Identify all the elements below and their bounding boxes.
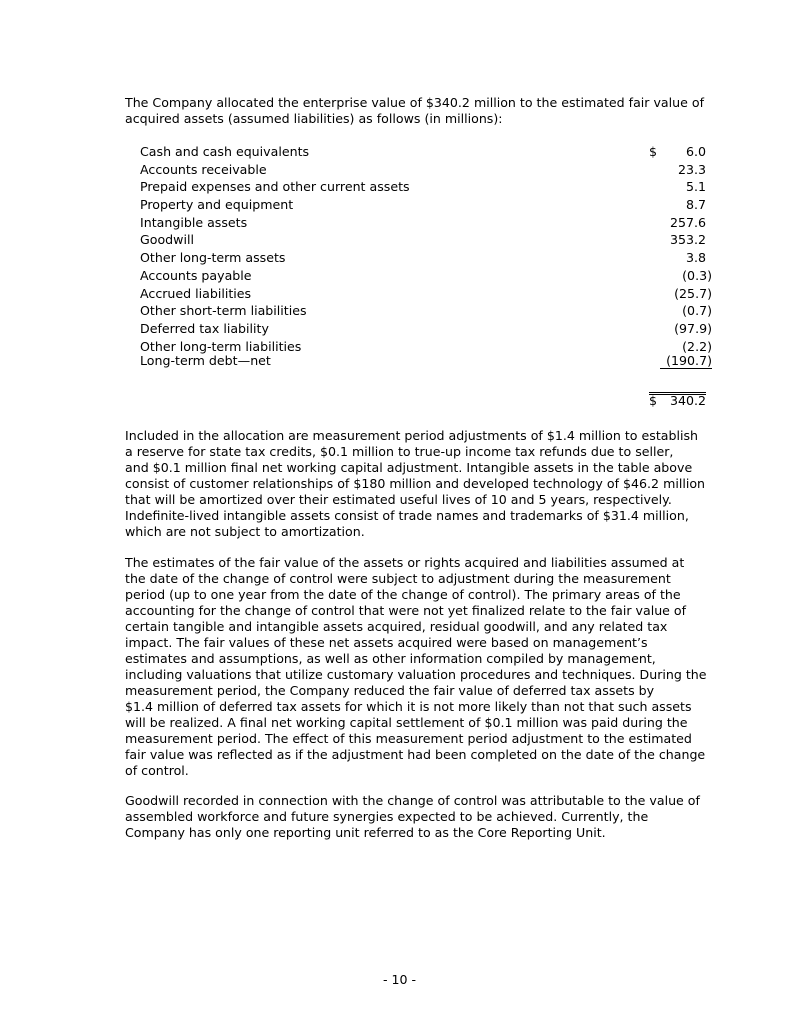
text-line: $1.4 million of deferred tax assets for which it is not more likely than not that such assets: [125, 699, 692, 714]
text-line: a reserve for state tax credits, $0.1 million to true-up income tax refunds due to seller,: [125, 444, 674, 459]
row-amount: (190.7): [660, 353, 712, 369]
row-label: Intangible assets: [140, 214, 248, 230]
text-line: measurement period. The effect of this measurement period adjustment to the estimated: [125, 731, 692, 746]
row-amount: (97.9): [674, 320, 712, 336]
text-line: Company has only one reporting unit referred to as the Core Reporting Unit.: [125, 825, 606, 840]
text-line: period (up to one year from the date of the change of control). The primary areas of the: [125, 587, 681, 602]
currency-symbol: $: [649, 393, 658, 408]
table-row: [140, 302, 720, 320]
text-line: The Company allocated the enterprise value of $340.2 million to the estimated fair value of: [125, 95, 705, 110]
text-line: which are not subject to amortization.: [125, 524, 365, 539]
row-amount: 6.0: [685, 144, 706, 159]
row-amount: (0.3): [682, 267, 712, 283]
goodwill-paragraph: [125, 793, 737, 841]
row-amount: (0.7): [682, 303, 712, 319]
table-row: [140, 338, 720, 352]
row-label: Deferred tax liability: [140, 320, 269, 336]
text-line: Included in the allocation are measurement period adjustments of $1.4 million to establish: [125, 428, 699, 443]
fair-value-estimates-paragraph: [125, 555, 737, 779]
table-row: [140, 267, 720, 285]
row-label: Other long-term assets: [140, 250, 286, 266]
table-row: [140, 214, 720, 232]
row-label: Prepaid expenses and other current assets: [140, 179, 410, 195]
row-amount: 257.6: [669, 214, 706, 230]
text-line: measurement period, the Company reduced the fair value of deferred tax assets by: [125, 683, 655, 698]
row-label: Other short-term liabilities: [140, 303, 307, 319]
text-line: estimates and assumptions, as well as other information compiled by management,: [125, 651, 656, 666]
row-amount: (2.2): [682, 338, 712, 354]
row-label: Accrued liabilities: [140, 285, 252, 301]
text-line: the date of the change of control were subject to adjustment during the measurement: [125, 571, 671, 586]
table-row: [140, 196, 720, 214]
table-row: [140, 352, 720, 370]
table-row: [140, 285, 720, 303]
intro-paragraph: [125, 95, 737, 127]
text-line: of control.: [125, 763, 189, 778]
row-label: Accounts receivable: [140, 161, 267, 177]
text-line: assembled workforce and future synergies expected to be achieved. Currently, the: [125, 809, 649, 824]
row-amount: 8.7: [685, 197, 706, 213]
table-row: [140, 320, 720, 338]
text-line: certain tangible and intangible assets acquired, residual goodwill, and any related tax: [125, 619, 668, 634]
row-amount: 5.1: [685, 179, 706, 195]
text-line: acquired assets (assumed liabilities) as follows (in millions):: [125, 111, 503, 126]
table-total-row: [649, 392, 706, 408]
page-number: - 10 -: [382, 972, 417, 987]
table-row: [140, 231, 720, 249]
text-line: impact. The fair values of these net assets acquired were based on management’s: [125, 635, 648, 650]
text-line: consist of customer relationships of $180 million and developed technology of $46.2 million: [125, 476, 706, 491]
row-label: Other long-term liabilities: [140, 338, 302, 354]
row-amount: 23.3: [677, 161, 706, 177]
row-label: Goodwill: [140, 232, 194, 248]
text-line: that will be amortized over their estimated useful lives of 10 and 5 years, respectively.: [125, 492, 672, 507]
row-amount: (25.7): [674, 285, 712, 301]
text-line: Goodwill recorded in connection with the change of control was attributable to the value of: [125, 793, 700, 808]
row-label: Accounts payable: [140, 267, 252, 283]
text-line: Indefinite-lived intangible assets consist of trade names and trademarks of $31.4 million,: [125, 508, 689, 523]
row-label: Property and equipment: [140, 197, 294, 213]
row-amount: 353.2: [669, 232, 706, 248]
currency-symbol: $: [649, 144, 658, 159]
text-line: The estimates of the fair value of the assets or rights acquired and liabilities assumed at: [125, 555, 685, 570]
text-line: accounting for the change of control that were not yet finalized relate to the fair value of: [125, 603, 687, 618]
table-row: [140, 178, 720, 196]
allocation-adjustments-paragraph: [125, 428, 737, 540]
total-amount: 340.2: [669, 393, 706, 408]
table-row: [140, 161, 720, 179]
table-row: [140, 143, 720, 161]
row-amount: 3.8: [685, 250, 706, 266]
row-label: Cash and cash equivalents: [140, 144, 310, 159]
table-row: [140, 249, 720, 267]
allocation-table: [140, 143, 720, 369]
text-line: including valuations that utilize customary valuation procedures and techniques. During the: [125, 667, 707, 682]
text-line: will be realized. A final net working capital settlement of $0.1 million was paid during the: [125, 715, 688, 730]
row-label: Long-term debt—net: [140, 352, 271, 368]
text-line: fair value was reflected as if the adjustment had been completed on the date of the change: [125, 747, 706, 762]
text-line: and $0.1 million final net working capital adjustment. Intangible assets in the table above: [125, 460, 693, 475]
